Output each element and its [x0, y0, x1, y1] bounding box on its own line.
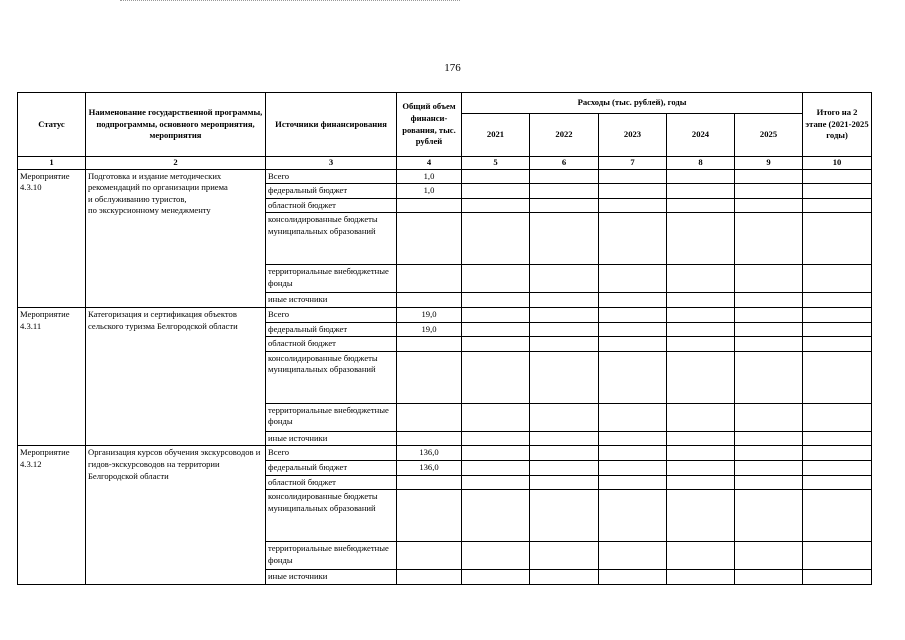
- funding-source-cell: консолидированные бюджеты муниципальных образований: [266, 490, 397, 542]
- year-value-cell: [735, 198, 803, 213]
- year-value-cell: [599, 322, 667, 337]
- year-value-cell: [530, 431, 599, 446]
- page-number: 176: [444, 62, 461, 74]
- year-value-cell: [462, 213, 530, 265]
- year-value-cell: [530, 184, 599, 199]
- header-expenses: Расходы (тыс. рублей), годы: [462, 93, 803, 114]
- column-number: 10: [803, 157, 872, 170]
- funding-source-cell: федеральный бюджет: [266, 322, 397, 337]
- itogo-value-cell: [803, 213, 872, 265]
- year-value-cell: [462, 184, 530, 199]
- year-value-cell: [462, 265, 530, 293]
- year-value-cell: [462, 446, 530, 461]
- total-value-cell: [397, 213, 462, 265]
- year-value-cell: [735, 460, 803, 475]
- header-row-1: [18, 93, 872, 114]
- funding-source-cell: федеральный бюджет: [266, 460, 397, 475]
- total-value-cell: [397, 265, 462, 293]
- total-value-cell: 19,0: [397, 322, 462, 337]
- year-value-cell: [530, 293, 599, 308]
- header-year: 2025: [735, 114, 803, 157]
- header-itogo: Итого на 2 этапе (2021-2025 годы): [803, 93, 872, 157]
- total-value-cell: 1,0: [397, 169, 462, 184]
- year-value-cell: [530, 322, 599, 337]
- year-value-cell: [735, 213, 803, 265]
- total-value-cell: 136,0: [397, 460, 462, 475]
- funding-source-cell: консолидированные бюджеты муниципальных образований: [266, 213, 397, 265]
- year-value-cell: [530, 213, 599, 265]
- table-row: [18, 169, 872, 184]
- status-cell: Мероприятие 4.3.12: [18, 446, 86, 584]
- year-value-cell: [599, 184, 667, 199]
- funding-source-cell: иные источники: [266, 431, 397, 446]
- year-value-cell: [667, 460, 735, 475]
- itogo-value-cell: [803, 460, 872, 475]
- budget-table: [17, 92, 872, 585]
- column-number: 7: [599, 157, 667, 170]
- funding-source-cell: федеральный бюджет: [266, 184, 397, 199]
- year-value-cell: [530, 198, 599, 213]
- year-value-cell: [667, 198, 735, 213]
- total-value-cell: 19,0: [397, 307, 462, 322]
- total-value-cell: [397, 475, 462, 490]
- year-value-cell: [599, 169, 667, 184]
- total-value-cell: 1,0: [397, 184, 462, 199]
- year-value-cell: [735, 403, 803, 431]
- year-value-cell: [667, 542, 735, 570]
- year-value-cell: [462, 542, 530, 570]
- itogo-value-cell: [803, 322, 872, 337]
- year-value-cell: [599, 490, 667, 542]
- itogo-value-cell: [803, 403, 872, 431]
- year-value-cell: [599, 460, 667, 475]
- total-value-cell: [397, 570, 462, 585]
- year-value-cell: [667, 169, 735, 184]
- year-value-cell: [735, 570, 803, 585]
- year-value-cell: [667, 184, 735, 199]
- year-value-cell: [735, 475, 803, 490]
- year-value-cell: [735, 293, 803, 308]
- year-value-cell: [667, 475, 735, 490]
- year-value-cell: [735, 542, 803, 570]
- year-value-cell: [667, 570, 735, 585]
- year-value-cell: [530, 446, 599, 461]
- top-scan-artifact: [120, 0, 460, 3]
- year-value-cell: [599, 431, 667, 446]
- column-number: 9: [735, 157, 803, 170]
- year-value-cell: [735, 184, 803, 199]
- year-value-cell: [530, 490, 599, 542]
- year-value-cell: [735, 431, 803, 446]
- column-number: 6: [530, 157, 599, 170]
- activity-name-cell: Категоризация и сертификация объектов сельского туризма Белгородской области: [86, 307, 266, 445]
- year-value-cell: [462, 570, 530, 585]
- funding-source-cell: территориальные внебюджетные фонды: [266, 403, 397, 431]
- year-value-cell: [599, 337, 667, 352]
- year-value-cell: [667, 293, 735, 308]
- year-value-cell: [530, 169, 599, 184]
- year-value-cell: [599, 293, 667, 308]
- itogo-value-cell: [803, 265, 872, 293]
- itogo-value-cell: [803, 490, 872, 542]
- year-value-cell: [667, 307, 735, 322]
- year-value-cell: [735, 490, 803, 542]
- total-value-cell: 136,0: [397, 446, 462, 461]
- year-value-cell: [599, 265, 667, 293]
- table-body: [18, 169, 872, 584]
- itogo-value-cell: [803, 570, 872, 585]
- funding-source-cell: Всего: [266, 169, 397, 184]
- itogo-value-cell: [803, 169, 872, 184]
- itogo-value-cell: [803, 351, 872, 403]
- year-value-cell: [735, 337, 803, 352]
- header-year: 2021: [462, 114, 530, 157]
- column-number: 1: [18, 157, 86, 170]
- itogo-value-cell: [803, 542, 872, 570]
- table-row: [18, 307, 872, 322]
- funding-source-cell: иные источники: [266, 570, 397, 585]
- year-value-cell: [667, 490, 735, 542]
- column-number: 5: [462, 157, 530, 170]
- year-value-cell: [667, 403, 735, 431]
- header-total: Общий объем финанси-рования, тыс. рублей: [397, 93, 462, 157]
- year-value-cell: [599, 213, 667, 265]
- year-value-cell: [599, 446, 667, 461]
- year-value-cell: [599, 475, 667, 490]
- year-value-cell: [462, 293, 530, 308]
- activity-name-cell: Подготовка и издание методических рекомендаций по организации приема и обслуживанию туристов, по экскурсионному менеджменту: [86, 169, 266, 307]
- year-value-cell: [530, 351, 599, 403]
- table-row: [18, 446, 872, 461]
- year-value-cell: [462, 351, 530, 403]
- funding-source-cell: консолидированные бюджеты муниципальных образований: [266, 351, 397, 403]
- year-value-cell: [530, 570, 599, 585]
- year-value-cell: [530, 307, 599, 322]
- activity-name-cell: Организация курсов обучения экскурсоводов и гидов-экскурсоводов на территории Белгородской области: [86, 446, 266, 584]
- year-value-cell: [599, 351, 667, 403]
- year-value-cell: [735, 265, 803, 293]
- year-value-cell: [735, 446, 803, 461]
- itogo-value-cell: [803, 184, 872, 199]
- funding-source-cell: Всего: [266, 307, 397, 322]
- year-value-cell: [735, 351, 803, 403]
- itogo-value-cell: [803, 431, 872, 446]
- itogo-value-cell: [803, 337, 872, 352]
- funding-source-cell: Всего: [266, 446, 397, 461]
- total-value-cell: [397, 337, 462, 352]
- year-value-cell: [667, 265, 735, 293]
- header-year: 2024: [667, 114, 735, 157]
- total-value-cell: [397, 431, 462, 446]
- column-number: 3: [266, 157, 397, 170]
- total-value-cell: [397, 293, 462, 308]
- year-value-cell: [462, 490, 530, 542]
- year-value-cell: [599, 570, 667, 585]
- funding-source-cell: иные источники: [266, 293, 397, 308]
- status-cell: Мероприятие 4.3.10: [18, 169, 86, 307]
- header-sources: Источники финансирования: [266, 93, 397, 157]
- year-value-cell: [599, 403, 667, 431]
- column-number: 4: [397, 157, 462, 170]
- column-number: 8: [667, 157, 735, 170]
- year-value-cell: [599, 198, 667, 213]
- total-value-cell: [397, 351, 462, 403]
- header-year: 2022: [530, 114, 599, 157]
- year-value-cell: [667, 337, 735, 352]
- year-value-cell: [530, 265, 599, 293]
- itogo-value-cell: [803, 475, 872, 490]
- year-value-cell: [462, 322, 530, 337]
- itogo-value-cell: [803, 307, 872, 322]
- year-value-cell: [530, 475, 599, 490]
- funding-source-cell: территориальные внебюджетные фонды: [266, 542, 397, 570]
- year-value-cell: [462, 431, 530, 446]
- year-value-cell: [667, 431, 735, 446]
- year-value-cell: [667, 446, 735, 461]
- total-value-cell: [397, 198, 462, 213]
- total-value-cell: [397, 542, 462, 570]
- funding-source-cell: областной бюджет: [266, 337, 397, 352]
- year-value-cell: [462, 337, 530, 352]
- year-value-cell: [599, 307, 667, 322]
- itogo-value-cell: [803, 446, 872, 461]
- itogo-value-cell: [803, 198, 872, 213]
- year-value-cell: [462, 403, 530, 431]
- year-value-cell: [667, 213, 735, 265]
- column-number: 2: [86, 157, 266, 170]
- year-value-cell: [667, 351, 735, 403]
- total-value-cell: [397, 490, 462, 542]
- year-value-cell: [530, 337, 599, 352]
- year-value-cell: [530, 460, 599, 475]
- funding-source-cell: областной бюджет: [266, 475, 397, 490]
- status-cell: Мероприятие 4.3.11: [18, 307, 86, 445]
- year-value-cell: [599, 542, 667, 570]
- itogo-value-cell: [803, 293, 872, 308]
- year-value-cell: [462, 169, 530, 184]
- funding-source-cell: областной бюджет: [266, 198, 397, 213]
- header-status: Статус: [18, 93, 86, 157]
- year-value-cell: [735, 322, 803, 337]
- year-value-cell: [530, 403, 599, 431]
- header-name: Наименование государственной программы, подпрограммы, основного мероприятия, мероприятия: [86, 93, 266, 157]
- total-value-cell: [397, 403, 462, 431]
- year-value-cell: [735, 169, 803, 184]
- year-value-cell: [462, 307, 530, 322]
- year-value-cell: [462, 198, 530, 213]
- year-value-cell: [462, 475, 530, 490]
- year-value-cell: [462, 460, 530, 475]
- funding-source-cell: территориальные внебюджетные фонды: [266, 265, 397, 293]
- header-year: 2023: [599, 114, 667, 157]
- year-value-cell: [735, 307, 803, 322]
- year-value-cell: [530, 542, 599, 570]
- year-value-cell: [667, 322, 735, 337]
- column-number-row: [18, 157, 872, 170]
